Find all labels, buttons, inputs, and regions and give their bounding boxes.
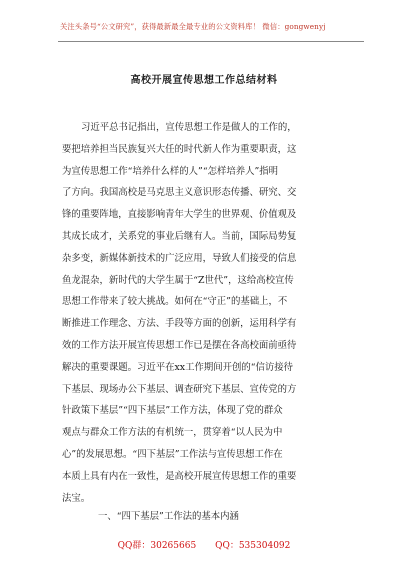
- paragraph-line: 观点与群众工作方法的有机统一，贯穿着“以人民为中: [62, 427, 283, 439]
- document-body: [62, 117, 348, 509]
- paragraph-line: 其成长成才，关系党的事业后继有人。当前，国际局势复: [62, 230, 297, 242]
- paragraph-line: 下基层、现场办公下基层、调查研究下基层、宣传党的方: [62, 383, 297, 395]
- paragraph-line: 锋的重要阵地，直接影响青年大学生的世界观、价值观及: [62, 209, 297, 221]
- paragraph-line: 效的工作方法开展宣传思想工作已是摆在各高校面前亟待: [62, 339, 297, 351]
- paragraph-line: 思想工作带来了较大挑战。如何在“守正”的基础上，不: [62, 296, 288, 308]
- qq-group-number: QQ群：30265665: [117, 541, 197, 551]
- paragraph-line: 习近平总书记指出，宣传思想工作是做人的工作的，: [81, 122, 297, 133]
- document-title: 高校开展宣传思想工作总结材料: [130, 75, 278, 86]
- paragraph-line: 了方向。我国高校是马克思主义意识形态传播、研究、交: [62, 187, 297, 199]
- section-heading: 一、“四下基层”工作法的基本内涵: [98, 511, 239, 522]
- paragraph-line: 为宣传思想工作“培养什么样的人”“怎样培养人”指明: [62, 165, 279, 177]
- paragraph-line: 断推进工作理念、方法、手段等方面的创新，运用科学有: [62, 318, 297, 330]
- qq-number: QQ：535304092: [215, 541, 291, 551]
- paragraph-line: 针政策下基层”“四下基层”工作方法，体现了党的群众: [62, 405, 283, 417]
- paragraph-line: 解决的重要课题。习近平在xx工作期间开创的“信访接待: [62, 361, 293, 373]
- footer-contact: [0, 538, 408, 551]
- paragraph-line: 法宝。: [62, 492, 91, 504]
- paragraph-line: 鱼龙混杂，新时代的大学生属于“Z世代”，这给高校宣传: [62, 274, 294, 286]
- paragraph-line: 要把培养担当民族复兴大任的时代新人作为重要职责，这: [62, 143, 297, 155]
- header-divider: [58, 41, 364, 42]
- paragraph-line: 心”的发展思想。“四下基层”工作法与宣传思想工作在: [62, 448, 283, 460]
- header-notice: 关注头条号“公文研究”，获得最新最全最专业的公文资料库！ 微信：gongwenyj: [60, 22, 326, 31]
- paragraph-line: 本质上具有内在一致性，是高校开展宣传思想工作的重要: [62, 470, 297, 482]
- paragraph-line: 杂多变，新媒体新技术的广泛应用，导致人们接受的信息: [62, 252, 297, 264]
